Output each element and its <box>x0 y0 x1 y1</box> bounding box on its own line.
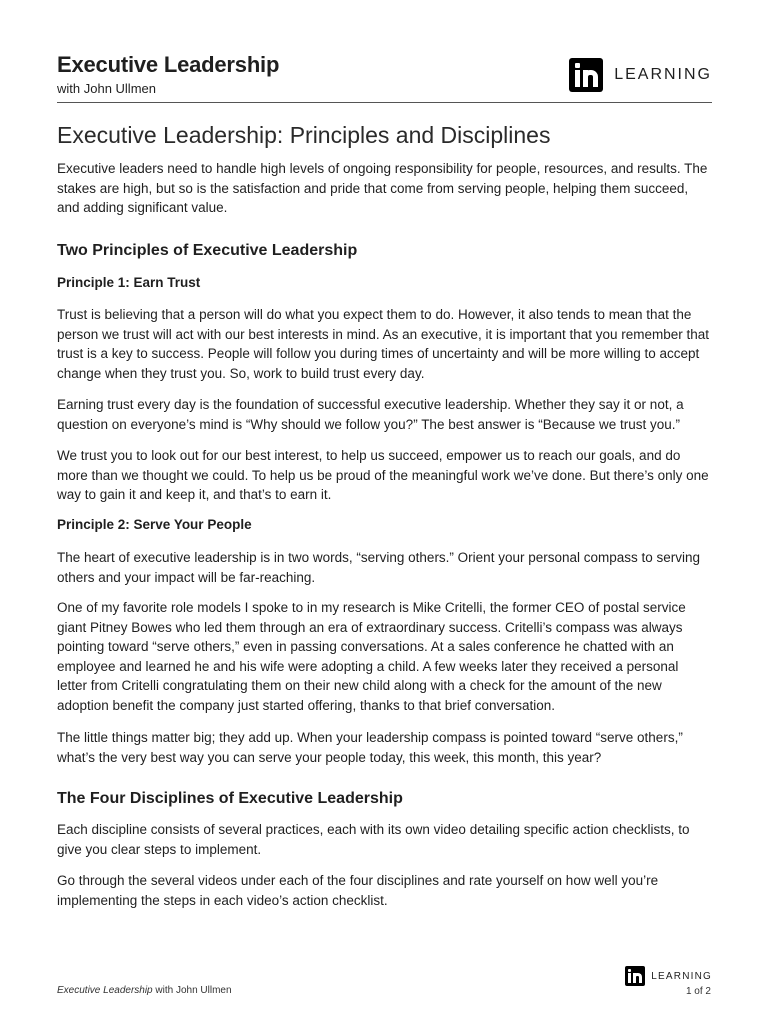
footer-course-credit <box>57 985 232 996</box>
disciplines-paragraph-1: Each discipline consists of several practices, each with its own video detailing specific action checklists, to give you clear steps to implement. <box>57 822 690 857</box>
linkedin-in-icon <box>569 58 603 92</box>
header-divider <box>57 102 712 103</box>
footer-brand-word: LEARNING <box>651 970 712 982</box>
section-heading-principles: Two Principles of Executive Leadership <box>57 242 358 259</box>
page-header <box>57 52 712 104</box>
disciplines-paragraph-2: Go through the several videos under each of the four disciplines and rate yourself on how well you’re implementing the steps in each video’s action checklist. <box>57 873 659 908</box>
intro-paragraph: Executive leaders need to handle high levels of ongoing responsibility for people, resources, and results. The stakes are high, but so is the satisfaction and pride that come from serving people, helping them succeed, and adding significant value. <box>57 161 708 216</box>
linkedin-in-icon <box>625 966 645 986</box>
footer-author: with John Ullmen <box>152 985 232 996</box>
principle-1-paragraph-1: Trust is believing that a person will do what you expect them to do. However, it also tends to mean that the person we trust will act with our best interests in mind. As an executive, it is important that you remember that trust is a key to success. People will follow you during times of uncertainty and will be more willing to accept change when they trust you. So, work to build trust every day. <box>57 307 710 381</box>
principle-2-paragraph-1: The heart of executive leadership is in two words, “serving others.” Orient your personal compass to serving others and your impact will be far-reaching. <box>57 550 701 585</box>
principle-1-paragraph-2: Earning trust every day is the foundation of successful executive leadership. Whether they say it or not, a question on everyone’s mind is “Why should we follow you?” The best answer is “Because we trust you.” <box>57 397 684 432</box>
principle-2-heading: Principle 2: Serve Your People <box>57 517 252 532</box>
principle-2-paragraph-3: The little things matter big; they add up. When your leadership compass is pointed toward “serve others,” what’s the very best way you can serve your people today, this week, this month, this year? <box>57 730 683 765</box>
principle-1-heading: Principle 1: Earn Trust <box>57 275 201 290</box>
principle-2-paragraph-2: One of my favorite role models I spoke to in my research is Mike Critelli, the former CEO of postal service giant Pitney Bowes who led them through an era of extraordinary success. Critelli’s compass was always pointing toward “serve others,” even in passing conversations. At a sales conference he chatted with an employee and learned he and his wife were adopting a child. A few weeks later they received a personal letter from Critelli congratulating them on their new child along with a check for the amount of the new adoption benefit the company just started offering, thanks to that brief conversation. <box>57 600 686 713</box>
footer-linkedin-learning-logo <box>625 966 712 986</box>
page-number: 1 of 2 <box>685 986 711 997</box>
course-author: with John Ullmen <box>57 81 156 96</box>
section-heading-disciplines: The Four Disciplines of Executive Leadership <box>57 790 403 807</box>
brand-word: LEARNING <box>614 66 712 83</box>
course-title: Executive Leadership <box>57 52 280 77</box>
footer-course-title: Executive Leadership <box>57 985 153 996</box>
document-title: Executive Leadership: Principles and Disciplines <box>57 122 551 148</box>
principle-1-paragraph-3: We trust you to look out for our best interest, to help us succeed, empower us to reach our goals, and do more than we thought we could. To help us be proud of the meaningful work we’ve done. But there’s only one way to gain it and keep it, and that’s to earn it. <box>57 448 709 503</box>
linkedin-learning-logo <box>569 58 712 92</box>
